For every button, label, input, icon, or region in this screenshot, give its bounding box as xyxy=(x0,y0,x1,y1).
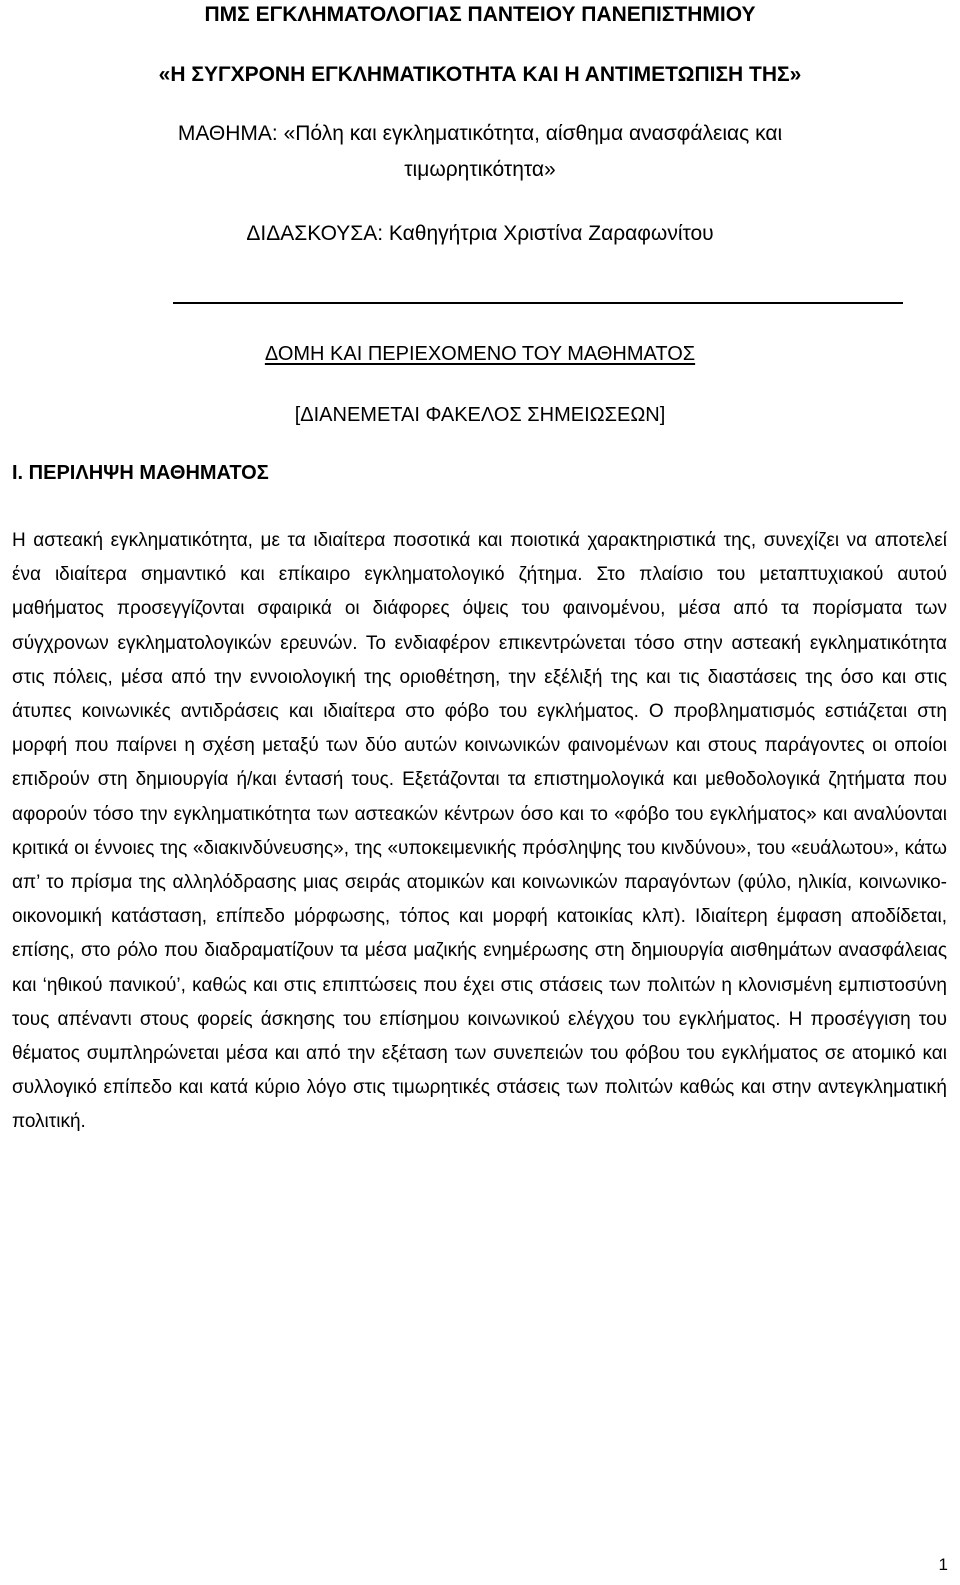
header-divider xyxy=(173,302,903,304)
page-number: 1 xyxy=(938,1555,948,1574)
program-title: ΠΜΣ ΕΓΚΛΗΜΑΤΟΛΟΓΙΑΣ ΠΑΝΤΕΙΟΥ ΠΑΝΕΠΙΣΤΗΜΙΟΥ xyxy=(204,3,756,26)
notes-notice: [ΔΙΑΝΕΜΕΤΑΙ ΦΑΚΕΛΟΣ ΣΗΜΕΙΩΣΕΩΝ] xyxy=(294,404,666,426)
summary-paragraph: Η αστεακή εγκληματικότητα, με τα ιδιαίτερα ποσοτικά και ποιοτικά χαρακτηριστικά της, συνεχίζει να αποτελεί ένα ιδιαίτερα σημαντικό και επίκαιρο εγκληματολογικό ζήτημα. Στο πλαίσιο του μεταπτυχιακού αυτού μαθήματος προσεγγίζονται σφαιρικά οι διάφορες όψεις του φαινομένου, μέσα από τα πορίσματα των σύγχρονων εγκληματολογικών ερευνών. Το ενδιαφέρον επικεντρώνεται τόσο στην αστεακή εγκληματικότητα στις πόλεις, μέσα από την εννοιολογική της οριοθέτηση, την εξέλιξή της και τις διαστάσεις της όσο και στις άτυπες κοινωνικές αντιδράσεις και ιδιαίτερα στο φόβο του εγκλήματος. Ο προβληματισμός εστιάζεται στη μορφή που παίρνει η σχέση μεταξύ των δύο αυτών κοινωνικών φαινομένων και στους παράγοντες οι οποίοι επιδρούν στη δημιουργία ή/και έντασή τους. Εξετάζονται τα επιστημολογικά και μεθοδολογικά ζητήματα που αφορούν τόσο την εγκληματικότητα των αστεακών κέντρων όσο και το «φόβο του εγκλήματος» και αναλύονται κριτικά οι έννοιες της «διακινδύνευσης», της «υποκειμενικής πρόσληψης του κινδύνου», του «ευάλωτου», κάτω απ’ το πρίσμα της αλληλόδρασης μιας σειράς ατομικών και κοινωνικών παραγόντων (φύλο, ηλικία, κοινωνικο-οικονομική κατάσταση, επίπεδο μόρφωσης, τόπος και μορφή κατοικίας κλπ). Ιδιαίτερη έμφαση αποδίδεται, επίσης, στο ρόλο που διαδραματίζουν τα μέσα μαζικής ενημέρωσης στη δημιουργία αισθημάτων ανασφάλειας και ‘ηθικού πανικού’, καθώς και στις επιπτώσεις που έχει στις στάσεις των πολιτών η κλονισμένη εμπιστοσύνη τους απέναντι στους φορείς άσκησης του επίσημου κοινωνικού ελέγχου του εγκλήματος. Η προσέγγιση του θέματος συμπληρώνεται μέσα και από την εξέταση των συνεπειών του φόβου του εγκλήματος σε ατομικό και συλλογικό επίπεδο και κατά κύριο λόγο στις τιμωρητικές στάσεις των πολιτών καθώς και στην αντεγκληματική πολιτική. xyxy=(12,530,947,1133)
course-title-line-1: ΜΑΘΗΜΑ: «Πόλη και εγκληματικότητα, αίσθημα ανασφάλειας και xyxy=(177,122,783,145)
summary-heading: Ι. ΠΕΡΙΛΗΨΗ ΜΑΘΗΜΑΤΟΣ xyxy=(12,462,269,484)
structure-title: ΔΟΜΗ ΚΑΙ ΠΕΡΙΕΧΟΜΕΝΟ ΤΟΥ ΜΑΘΗΜΑΤΟΣ xyxy=(264,343,696,365)
instructor-line: ΔΙΔΑΣΚΟΥΣΑ: Καθηγήτρια Χριστίνα Ζαραφωνίτου xyxy=(246,222,714,245)
course-title-line-2: τιμωρητικότητα» xyxy=(404,158,556,181)
program-subtitle: «Η ΣΥΓΧΡΟΝΗ ΕΓΚΛΗΜΑΤΙΚΟΤΗΤΑ ΚΑΙ Η ΑΝΤΙΜΕΤΩΠΙΣΗ ΤΗΣ» xyxy=(158,63,802,86)
